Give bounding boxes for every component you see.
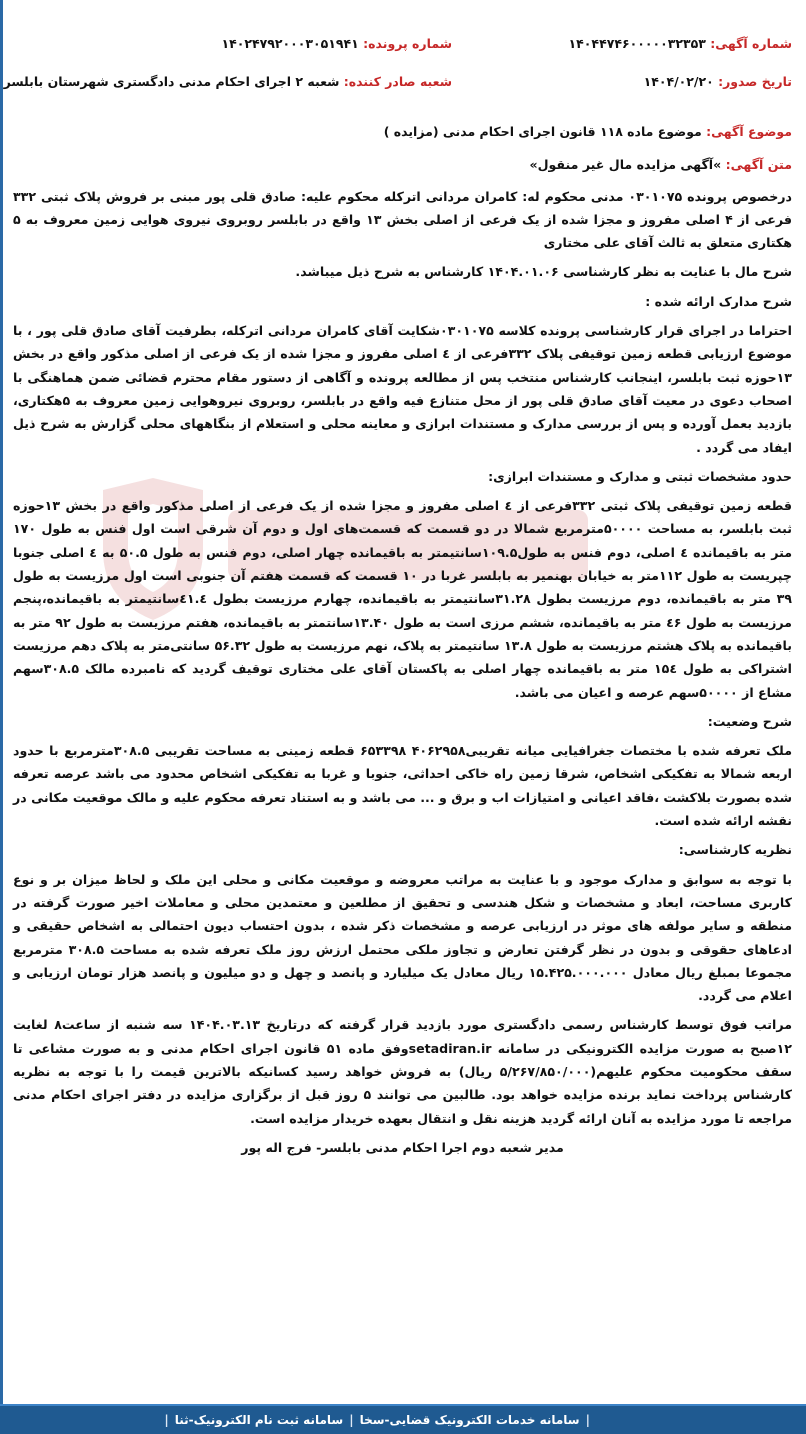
text-title-row [13,153,792,176]
file-number: ۱۴۰۲۴۷۹۲۰۰۰۳۰۵۱۹۴۱ [221,36,359,51]
paragraph-summary: شرح مال با عنایت به نظر کارشناسی ۱۴۰۴.۰۱.۰۶ کارشناس به شرح ذیل میباشد. [295,264,792,280]
issuer-label: شعبه صادر کننده: [343,74,452,89]
file-number-row [221,36,452,51]
issuer: شعبه ۲ اجرای احکام مدنی دادگستری شهرستان بابلسر [3,74,340,89]
file-number-label: شماره پرونده: [363,36,452,51]
issue-date-label: تاریخ صدور: [718,74,792,89]
paragraph-expert-intro: احتراما در اجرای قرار کارشناسی پرونده کلاسه ۰۳۰۱۰۷۵شکایت آقای کامران مردانی اترکله، بطرفیت آقای صادق قلی پور ، با موضوع ارزیابی قطعه زمین توقیفی پلاک ۳۳۲فرعی از ٤ اصلی مفروز و مجزا شده از یک فرعی از اصلی مذکور واقع در بخش ۱۳حوزه ثبت بابلسر، اینجانب کارشناس منتخب پس از مطالعه پرونده و آگاهی از دستور مقام محترم قضائی ضمن هماهنگی با اصحاب دعوی در معیت آقای صادق قلی پور از محل متنازع فیه واقع در بابلسر، روبروی نیروهوایی زمین معروف به ۵هکتاری، بازدید بعمل آورده و پس از بررسی مدارک و مستندات ابرازی و معاینه محلی و استعلام از بنگاههای محلی گزارش به شرح ذیل ایفاد می گردد . [13,323,792,455]
paragraph-case: درخصوص پرونده ۰۳۰۱۰۷۵ مدنی محکوم له: کامران مردانی اترکله محکوم علیه: صادق قلی پور مبنی بر فروش پلاک ثبتی ۳۳۲ فرعی از ۴ اصلی مفروز و مجزا شده از یک فرعی از اصلی بخش ۱۳ واقع در بابلسر روبروی نیروی هوایی زمین معروف به ۵ هکتاری متعلق به ثالث آقای علی مختاری [13,188,793,251]
heading-registration-bounds: حدود مشخصات ثبتی و مدارک و مستندات ابرازی: [488,468,792,484]
issue-date-row [644,74,792,89]
subject-row [13,120,792,143]
subject: موضوع ماده ۱۱۸ قانون اجرای احکام مدنی (مزایده ) [383,124,702,139]
paragraph-auction: مراتب فوق توسط کارشناس رسمی دادگستری مورد بازدید قرار گرفته که درتاریخ ۱۴۰۴.۰۳.۱۳ سه شنبه از ساعت۸ لغایت ۱۲صبح به صورت مزایده الکترونیکی در سامانه setadiran.irوفق ماده ۵۱ قانون اجرای احکام مدنی و به صورت مشاعی تا سقف محکومیت محکوم علیهم(۵/۲۶۷/۸۵۰/۰۰۰ ریال) به فروش خواهد رسید کسانیکه بالاترین قیمت را با توجه به نظریه کارشناس پرداخت نماید برنده مزایده خواهد بود. طالبین می توانند ۵ روز قبل از برگزاری مزایده در دفتر اجرای احکام مدنی مراجعه تا مورد مزایده به آنان ارائه گردید هزینه نقل و انتقال بعهده خریدار مزایده است. [13,1017,792,1126]
issuer-row [4,74,452,89]
text-label: متن آگهی: [725,157,792,173]
heading-documents: شرح مدارک ارائه شده : [645,293,792,309]
text-title: »آگهی مزایده مال غیر منقول» [529,157,722,173]
footer-link-sakha[interactable]: سامانه خدمات الکترونیک قضایی-سخا [359,1413,580,1427]
heading-opinion: نظریه کارشناسی: [678,842,792,858]
footer-separator: | [585,1413,590,1427]
paragraph-opinion: با توجه به سوابق و مدارک موجود و با عنایت به مراتب معروضه و موقعیت مکانی و محلی این ملک و لحاظ میزان بر و نوع کاربری مساحت، ابعاد و مشخصات و شکل هندسی و تحقیق از مطلعین و معتمدین محلی و معاملات اخیر صورت گرفته در منطقه و سایر مولفه های موثر در ارزیابی عرصه و مشخصات ذکر شده ، بدون احتساب دیون احتمالی به اشخاص حقیقی و ادعاهای حقوقی و بدون در نظر گرفتن تعارض و تجاوز ملکی محتمل ارزش روز ملک تعرفه شده به مساحت ۳۰۸.۵ مترمربع مجموعا بمبلغ ریال معادل ۱۵.۴۲۵.۰۰۰.۰۰۰ ریال معادل یک میلیارد و پانصد و چهل و دو میلیون و پانصد هزار تومان ارزیابی و اعلام می گردد. [13,871,792,1004]
notice-header [3,36,792,106]
ad-number-row [569,36,792,51]
signature: مدیر شعبه دوم اجرا احکام مدنی بابلسر- فرج اله پور [241,1139,564,1155]
paragraph-bounds: قطعه زمین توقیفی پلاک ثبتی ۳۳۲فرعی از ٤ اصلی مفروز و مجزا شده از یک فرعی از اصلی مذکور واقع در بخش ۱۳حوزه ثبت بابلسر، به مساحت ۵۰۰۰۰مترمربع شمالا در دو قسمت که قسمت‌های اول و دوم آن شرقی است اول فنس به طول ۱۷۰ متر به باقیمانده ٤ اصلی، دوم فنس به طول۱۰۹.۵سانتیمتر به باقیمانده چهار اصلی، دوم فنس به طول ۵۰.۵ به ٤ اصلی جنوبا چپریست به طول ۱۱۲متر به خیابان بهنمیر به بابلسر غربا در ۱۰ قسمت که قسمت هفتم آن جنوبی است اول مرزیست به طول ۳۹ متر به باقیمانده، دوم مرزیست بطول ۳۱.۲۸سانتیمتر به باقیمانده، چهارم مرزیست بطول ٤۱.٤سانتیمتر به باقیمانده،پنجم مرزیست به طول ٤۶ متر به باقیمانده، ششم مرزی است به طول ۱۳.۴۰سانتمتر به باقیمانده، هفتم مرزیست به طول ۹۲ متر به باقیمانده به پلاک هشتم مرزیست به طول ۱۳.۸ سانتیمتر به پلاک، نهم مرزیست به طول ۵۶.۳۲ سانتی‌متر به پلاک دهم مرزیست اشتراکی به طول ۱۵٤ متر به باقیمانده چهار اصلی به پاکستان آقای علی مختاری توقیف گردید که نامبرده مالک ۳۰۸.۵سهم مشاع از ۵۰۰۰۰سهم عرصه و اعیان می باشد. [13,498,793,700]
subject-label: موضوع آگهی: [706,124,792,139]
footer-link-sana[interactable]: سامانه ثبت نام الکترونیک-ثنا [174,1413,344,1427]
ad-number-label: شماره آگهی: [710,36,792,51]
footer-separator: | [349,1413,354,1427]
paragraph-status: ملک تعرفه شده با مختصات جغرافیایی میانه تقریبی۴۰۶۲۹۵۸ ۶۵۳۳۹۸ قطعه زمینی به مساحت تقریبی ۳۰۸.۵مترمربع با حدود اربعه شمالا به تفکیکی اشخاص، شرقا زمین راه خاکی احداثی، جنوبا و غربا به تفکیکی اشخاص محدود می باشد عرصه تعرفه شده بصورت بلاکشت ،فاقد اعیانی و امتیازات اب و برق و ... می باشد و به استناد تعرفه محکوم علیه و مالک موقعیت مکانی در نقشه ارائه شده است. [13,743,792,829]
issue-date: ۱۴۰۴/۰۲/۲۰ [643,74,714,89]
ad-number: ۱۴۰۴۴۷۴۶۰۰۰۰۰۳۲۳۵۳ [568,36,706,51]
notice-content [13,120,792,1165]
heading-status: شرح وضعیت: [707,713,792,729]
footer-separator: | [164,1413,169,1427]
footer-bar [0,1404,806,1434]
